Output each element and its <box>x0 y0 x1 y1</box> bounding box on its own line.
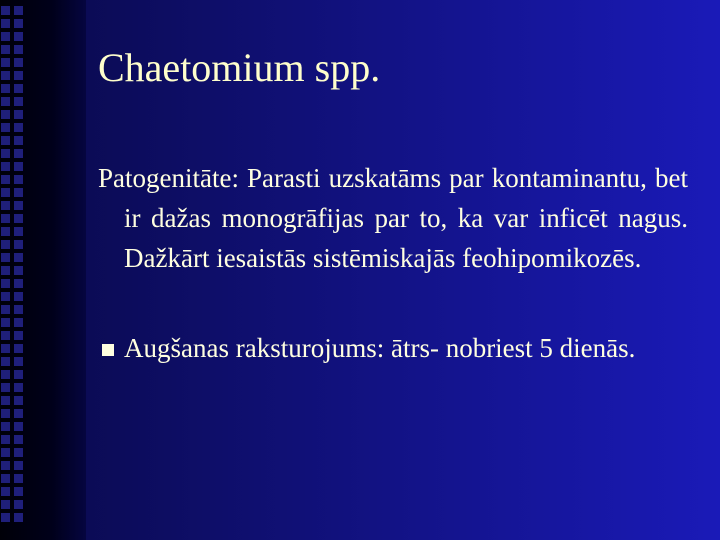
decorative-square <box>1 84 10 93</box>
decorative-square <box>1 58 10 67</box>
decorative-square <box>14 45 23 54</box>
decorative-square <box>14 32 23 41</box>
decorative-square <box>1 409 10 418</box>
decorative-square-column <box>0 0 26 540</box>
decorative-square <box>14 201 23 210</box>
decorative-square <box>1 6 10 15</box>
decorative-square <box>1 318 10 327</box>
slide-title: Chaetomium spp. <box>98 45 381 90</box>
decorative-square <box>14 487 23 496</box>
decorative-square <box>14 370 23 379</box>
decorative-square <box>1 370 10 379</box>
decorative-square <box>14 474 23 483</box>
decorative-square <box>1 175 10 184</box>
decorative-square <box>1 201 10 210</box>
decorative-square <box>14 6 23 15</box>
decorative-square <box>1 253 10 262</box>
decorative-square <box>1 136 10 145</box>
decorative-square <box>1 435 10 444</box>
decorative-square <box>14 149 23 158</box>
decorative-square <box>1 71 10 80</box>
decorative-square <box>14 292 23 301</box>
decorative-square <box>1 513 10 522</box>
decorative-square <box>14 500 23 509</box>
decorative-square <box>14 266 23 275</box>
decorative-square <box>1 383 10 392</box>
decorative-square <box>14 97 23 106</box>
decorative-square <box>14 175 23 184</box>
decorative-square <box>1 474 10 483</box>
decorative-square <box>14 253 23 262</box>
decorative-square <box>14 279 23 288</box>
decorative-square <box>14 396 23 405</box>
decorative-square <box>14 357 23 366</box>
decorative-square <box>14 19 23 28</box>
decorative-square <box>1 396 10 405</box>
decorative-square <box>1 123 10 132</box>
decorative-square <box>14 305 23 314</box>
decorative-square <box>1 32 10 41</box>
pathogenicity-paragraph: Patogenitāte: Parasti uzskatāms par kontaminantu, bet ir dažas monogrāfijas par to, ka var inficēt nagus. Dažkārt iesaistās sistēmiskajās feohipomikozēs. <box>98 163 688 273</box>
slide-body <box>98 158 688 368</box>
growth-paragraph: Augšanas raksturojums: ātrs- nobriest 5 dienās. <box>124 333 636 363</box>
decorative-square <box>1 279 10 288</box>
decorative-square <box>1 227 10 236</box>
decorative-square <box>14 227 23 236</box>
decorative-square <box>1 331 10 340</box>
decorative-square <box>14 214 23 223</box>
decorative-square <box>14 58 23 67</box>
decorative-square <box>1 487 10 496</box>
decorative-square <box>1 162 10 171</box>
decorative-square <box>1 448 10 457</box>
decorative-square <box>14 383 23 392</box>
decorative-square <box>14 84 23 93</box>
decorative-square <box>14 344 23 353</box>
decorative-square <box>1 305 10 314</box>
decorative-square <box>14 71 23 80</box>
square-bullet-icon <box>98 328 124 368</box>
left-decorative-band <box>0 0 86 540</box>
decorative-square <box>14 409 23 418</box>
decorative-square <box>14 435 23 444</box>
decorative-square <box>1 422 10 431</box>
decorative-square <box>14 461 23 470</box>
decorative-square <box>14 162 23 171</box>
decorative-square <box>14 123 23 132</box>
decorative-square <box>1 19 10 28</box>
decorative-square <box>14 318 23 327</box>
decorative-square <box>14 136 23 145</box>
decorative-square <box>1 110 10 119</box>
decorative-square <box>14 188 23 197</box>
decorative-square <box>14 110 23 119</box>
decorative-square <box>1 266 10 275</box>
decorative-square <box>1 357 10 366</box>
decorative-square <box>14 422 23 431</box>
decorative-square <box>14 448 23 457</box>
decorative-square <box>1 292 10 301</box>
growth-bullet-item <box>98 328 688 368</box>
decorative-square <box>1 500 10 509</box>
decorative-square <box>14 513 23 522</box>
decorative-square <box>14 331 23 340</box>
decorative-square <box>1 45 10 54</box>
decorative-square <box>1 461 10 470</box>
decorative-square <box>1 188 10 197</box>
decorative-square <box>1 97 10 106</box>
decorative-square <box>1 149 10 158</box>
decorative-square <box>14 240 23 249</box>
decorative-square <box>1 214 10 223</box>
decorative-square <box>1 240 10 249</box>
decorative-square <box>1 344 10 353</box>
